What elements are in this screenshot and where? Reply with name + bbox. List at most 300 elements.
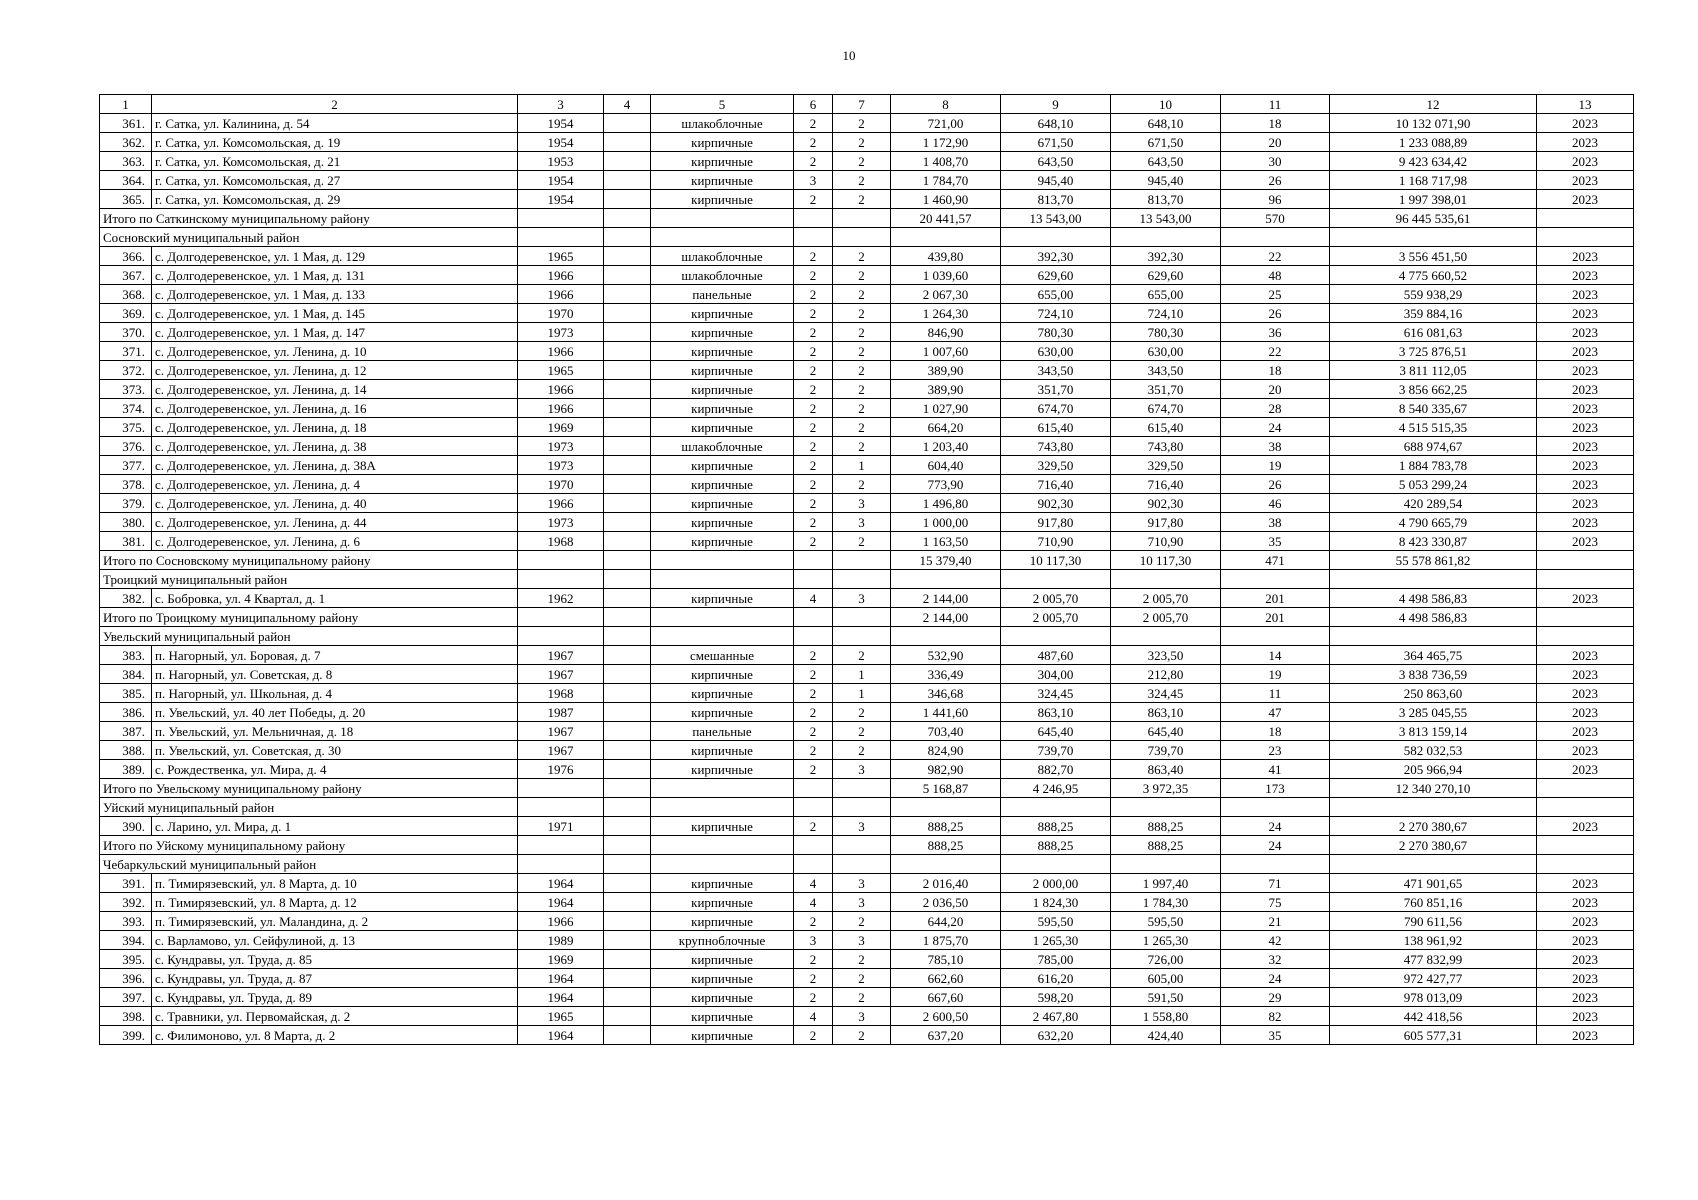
year-built: 1987 — [518, 703, 604, 722]
col4 — [604, 171, 651, 190]
residents: 26 — [1221, 475, 1330, 494]
empty-cell — [833, 855, 891, 874]
header-cell: 1 — [100, 95, 152, 114]
residents: 471 — [1221, 551, 1330, 570]
cost: 8 540 335,67 — [1330, 399, 1537, 418]
area-8: 813,70 — [1001, 190, 1111, 209]
entrances — [833, 551, 891, 570]
year-planned: 2023 — [1537, 399, 1634, 418]
entrances — [833, 209, 891, 228]
district-header-row — [100, 570, 1634, 589]
address: г. Сатка, ул. Калинина, д. 54 — [152, 114, 518, 133]
residents: 570 — [1221, 209, 1330, 228]
entrances — [833, 608, 891, 627]
floors: 2 — [794, 323, 833, 342]
col4 — [604, 893, 651, 912]
year-planned: 2023 — [1537, 266, 1634, 285]
row-number: 363. — [100, 152, 152, 171]
wall-material: шлакоблочные — [651, 247, 794, 266]
subtotal-label: Итого по Саткинскому муниципальному району — [100, 209, 518, 228]
cost: 3 556 451,50 — [1330, 247, 1537, 266]
table-row — [100, 266, 1634, 285]
year-built: 1954 — [518, 133, 604, 152]
empty-cell — [1221, 627, 1330, 646]
empty-cell — [1221, 228, 1330, 247]
address: г. Сатка, ул. Комсомольская, д. 29 — [152, 190, 518, 209]
cost: 582 032,53 — [1330, 741, 1537, 760]
address: п. Увельский, ул. Мельничная, д. 18 — [152, 722, 518, 741]
table-row — [100, 190, 1634, 209]
area-10: 3 972,35 — [1111, 779, 1221, 798]
residents: 26 — [1221, 304, 1330, 323]
year-built: 1967 — [518, 665, 604, 684]
wall-material — [651, 209, 794, 228]
residents: 19 — [1221, 456, 1330, 475]
area-10: 863,40 — [1111, 760, 1221, 779]
row-number: 386. — [100, 703, 152, 722]
table-row — [100, 1026, 1634, 1045]
floors: 3 — [794, 171, 833, 190]
table-row — [100, 817, 1634, 836]
table-row — [100, 456, 1634, 475]
wall-material — [651, 608, 794, 627]
residents: 28 — [1221, 399, 1330, 418]
year-planned: 2023 — [1537, 437, 1634, 456]
wall-material: кирпичные — [651, 475, 794, 494]
year-built: 1966 — [518, 399, 604, 418]
cost: 4 790 665,79 — [1330, 513, 1537, 532]
cost: 3 811 112,05 — [1330, 361, 1537, 380]
area-10: 888,25 — [1111, 836, 1221, 855]
wall-material: кирпичные — [651, 760, 794, 779]
wall-material: кирпичные — [651, 513, 794, 532]
year-planned — [1537, 209, 1634, 228]
row-number: 361. — [100, 114, 152, 133]
table-row — [100, 532, 1634, 551]
table-row — [100, 437, 1634, 456]
address: с. Долгодеревенское, ул. 1 Мая, д. 147 — [152, 323, 518, 342]
year-planned: 2023 — [1537, 969, 1634, 988]
row-number: 362. — [100, 133, 152, 152]
year-planned: 2023 — [1537, 589, 1634, 608]
wall-material: кирпичные — [651, 988, 794, 1007]
col4 — [604, 152, 651, 171]
cost: 359 884,16 — [1330, 304, 1537, 323]
year-built — [518, 779, 604, 798]
total-area: 389,90 — [891, 380, 1001, 399]
floors: 2 — [794, 475, 833, 494]
table-row — [100, 133, 1634, 152]
year-built: 1967 — [518, 646, 604, 665]
residents: 21 — [1221, 912, 1330, 931]
header-cell: 8 — [891, 95, 1001, 114]
area-8: 487,60 — [1001, 646, 1111, 665]
residents: 35 — [1221, 532, 1330, 551]
empty-cell — [1221, 855, 1330, 874]
floors: 2 — [794, 665, 833, 684]
entrances: 3 — [833, 817, 891, 836]
address: г. Сатка, ул. Комсомольская, д. 19 — [152, 133, 518, 152]
area-8: 595,50 — [1001, 912, 1111, 931]
total-area: 1 039,60 — [891, 266, 1001, 285]
year-built: 1969 — [518, 418, 604, 437]
row-number: 383. — [100, 646, 152, 665]
area-8: 2 005,70 — [1001, 589, 1111, 608]
residents: 23 — [1221, 741, 1330, 760]
address: с. Долгодеревенское, ул. 1 Мая, д. 131 — [152, 266, 518, 285]
col4 — [604, 1026, 651, 1045]
header-cell: 12 — [1330, 95, 1537, 114]
wall-material: кирпичные — [651, 152, 794, 171]
floors: 2 — [794, 399, 833, 418]
area-10: 1 784,30 — [1111, 893, 1221, 912]
empty-cell — [1001, 627, 1111, 646]
col4 — [604, 114, 651, 133]
empty-cell — [1537, 570, 1634, 589]
cost: 364 465,75 — [1330, 646, 1537, 665]
floors — [794, 836, 833, 855]
col4 — [604, 969, 651, 988]
year-planned: 2023 — [1537, 874, 1634, 893]
subtotal-row — [100, 836, 1634, 855]
wall-material: панельные — [651, 722, 794, 741]
total-area: 1 441,60 — [891, 703, 1001, 722]
address: п. Нагорный, ул. Советская, д. 8 — [152, 665, 518, 684]
total-area: 888,25 — [891, 817, 1001, 836]
entrances: 2 — [833, 532, 891, 551]
empty-cell — [518, 855, 604, 874]
cost: 688 974,67 — [1330, 437, 1537, 456]
empty-cell — [833, 570, 891, 589]
floors: 2 — [794, 722, 833, 741]
row-number: 364. — [100, 171, 152, 190]
table-row — [100, 684, 1634, 703]
area-10: 674,70 — [1111, 399, 1221, 418]
header-cell: 11 — [1221, 95, 1330, 114]
row-number: 390. — [100, 817, 152, 836]
district-header-row — [100, 627, 1634, 646]
cost: 55 578 861,82 — [1330, 551, 1537, 570]
cost: 9 423 634,42 — [1330, 152, 1537, 171]
cost: 4 515 515,35 — [1330, 418, 1537, 437]
district-name: Уйский муниципальный район — [100, 798, 518, 817]
year-built: 1962 — [518, 589, 604, 608]
row-number: 388. — [100, 741, 152, 760]
row-number: 399. — [100, 1026, 152, 1045]
year-planned: 2023 — [1537, 741, 1634, 760]
cost: 4 775 660,52 — [1330, 266, 1537, 285]
row-number: 381. — [100, 532, 152, 551]
area-8: 655,00 — [1001, 285, 1111, 304]
address: с. Долгодеревенское, ул. Ленина, д. 40 — [152, 494, 518, 513]
year-built — [518, 608, 604, 627]
year-built: 1954 — [518, 190, 604, 209]
cost: 96 445 535,61 — [1330, 209, 1537, 228]
empty-cell — [604, 627, 651, 646]
col4 — [604, 190, 651, 209]
address: с. Ларино, ул. Мира, д. 1 — [152, 817, 518, 836]
entrances: 3 — [833, 589, 891, 608]
empty-cell — [891, 228, 1001, 247]
total-area: 2 036,50 — [891, 893, 1001, 912]
area-10: 212,80 — [1111, 665, 1221, 684]
address: с. Долгодеревенское, ул. 1 Мая, д. 133 — [152, 285, 518, 304]
total-area: 1 007,60 — [891, 342, 1001, 361]
floors — [794, 551, 833, 570]
empty-cell — [518, 228, 604, 247]
wall-material: кирпичные — [651, 342, 794, 361]
year-planned: 2023 — [1537, 893, 1634, 912]
address: с. Рождественка, ул. Мира, д. 4 — [152, 760, 518, 779]
entrances: 3 — [833, 513, 891, 532]
empty-cell — [1001, 798, 1111, 817]
floors: 2 — [794, 969, 833, 988]
year-planned: 2023 — [1537, 665, 1634, 684]
cost: 790 611,56 — [1330, 912, 1537, 931]
header-cell: 13 — [1537, 95, 1634, 114]
row-number: 392. — [100, 893, 152, 912]
year-built: 1966 — [518, 285, 604, 304]
empty-cell — [1111, 570, 1221, 589]
year-planned — [1537, 551, 1634, 570]
row-number: 393. — [100, 912, 152, 931]
total-area: 336,49 — [891, 665, 1001, 684]
total-area: 1 875,70 — [891, 931, 1001, 950]
row-number: 385. — [100, 684, 152, 703]
year-built: 1964 — [518, 969, 604, 988]
year-planned: 2023 — [1537, 760, 1634, 779]
year-built: 1964 — [518, 988, 604, 1007]
area-8: 304,00 — [1001, 665, 1111, 684]
residents: 201 — [1221, 589, 1330, 608]
address: с. Долгодеревенское, ул. Ленина, д. 4 — [152, 475, 518, 494]
floors: 2 — [794, 494, 833, 513]
table-row — [100, 741, 1634, 760]
area-8: 724,10 — [1001, 304, 1111, 323]
wall-material: кирпичные — [651, 532, 794, 551]
residents: 29 — [1221, 988, 1330, 1007]
area-8: 917,80 — [1001, 513, 1111, 532]
cost: 3 285 045,55 — [1330, 703, 1537, 722]
wall-material: кирпичные — [651, 361, 794, 380]
year-planned: 2023 — [1537, 988, 1634, 1007]
total-area: 637,20 — [891, 1026, 1001, 1045]
wall-material: кирпичные — [651, 665, 794, 684]
year-planned: 2023 — [1537, 171, 1634, 190]
address: п. Увельский, ул. 40 лет Победы, д. 20 — [152, 703, 518, 722]
residents: 11 — [1221, 684, 1330, 703]
total-area: 2 067,30 — [891, 285, 1001, 304]
area-10: 888,25 — [1111, 817, 1221, 836]
year-built: 1973 — [518, 437, 604, 456]
cost: 760 851,16 — [1330, 893, 1537, 912]
entrances: 2 — [833, 285, 891, 304]
cost: 978 013,09 — [1330, 988, 1537, 1007]
area-8: 351,70 — [1001, 380, 1111, 399]
col4 — [604, 722, 651, 741]
col4 — [604, 209, 651, 228]
area-8: 392,30 — [1001, 247, 1111, 266]
wall-material: кирпичные — [651, 133, 794, 152]
table-row — [100, 703, 1634, 722]
empty-cell — [1330, 228, 1537, 247]
floors: 2 — [794, 988, 833, 1007]
entrances: 3 — [833, 760, 891, 779]
year-built: 1966 — [518, 494, 604, 513]
residents: 18 — [1221, 361, 1330, 380]
empty-cell — [604, 855, 651, 874]
area-10: 739,70 — [1111, 741, 1221, 760]
cost: 616 081,63 — [1330, 323, 1537, 342]
residents: 20 — [1221, 380, 1330, 399]
year-planned — [1537, 779, 1634, 798]
residents: 82 — [1221, 1007, 1330, 1026]
empty-cell — [891, 798, 1001, 817]
wall-material: кирпичные — [651, 912, 794, 931]
col4 — [604, 988, 651, 1007]
total-area: 1 163,50 — [891, 532, 1001, 551]
empty-cell — [891, 570, 1001, 589]
row-number: 370. — [100, 323, 152, 342]
col4 — [604, 741, 651, 760]
district-name: Чебаркульский муниципальный район — [100, 855, 518, 874]
housing-register-table — [99, 94, 1634, 1045]
total-area: 20 441,57 — [891, 209, 1001, 228]
total-area: 982,90 — [891, 760, 1001, 779]
cost: 205 966,94 — [1330, 760, 1537, 779]
floors — [794, 779, 833, 798]
address: с. Варламово, ул. Сейфулиной, д. 13 — [152, 931, 518, 950]
area-8: 1 265,30 — [1001, 931, 1111, 950]
total-area: 664,20 — [891, 418, 1001, 437]
residents: 48 — [1221, 266, 1330, 285]
wall-material: кирпичные — [651, 684, 794, 703]
wall-material: кирпичные — [651, 817, 794, 836]
total-area: 1 027,90 — [891, 399, 1001, 418]
district-name: Увельский муниципальный район — [100, 627, 518, 646]
subtotal-row — [100, 551, 1634, 570]
area-8: 671,50 — [1001, 133, 1111, 152]
total-area: 2 144,00 — [891, 608, 1001, 627]
row-number: 397. — [100, 988, 152, 1007]
row-number: 365. — [100, 190, 152, 209]
year-planned: 2023 — [1537, 190, 1634, 209]
area-8: 13 543,00 — [1001, 209, 1111, 228]
floors: 2 — [794, 190, 833, 209]
empty-cell — [1111, 798, 1221, 817]
entrances: 2 — [833, 646, 891, 665]
wall-material: кирпичные — [651, 874, 794, 893]
entrances: 2 — [833, 741, 891, 760]
residents: 26 — [1221, 171, 1330, 190]
year-built: 1970 — [518, 304, 604, 323]
wall-material — [651, 551, 794, 570]
total-area: 439,80 — [891, 247, 1001, 266]
entrances: 3 — [833, 494, 891, 513]
table-row — [100, 874, 1634, 893]
address: с. Долгодеревенское, ул. Ленина, д. 12 — [152, 361, 518, 380]
year-planned: 2023 — [1537, 513, 1634, 532]
empty-cell — [1111, 855, 1221, 874]
entrances: 2 — [833, 1026, 891, 1045]
floors: 2 — [794, 285, 833, 304]
row-number: 382. — [100, 589, 152, 608]
wall-material: панельные — [651, 285, 794, 304]
total-area: 1 408,70 — [891, 152, 1001, 171]
residents: 20 — [1221, 133, 1330, 152]
wall-material: кирпичные — [651, 380, 794, 399]
year-built: 1967 — [518, 741, 604, 760]
area-8: 343,50 — [1001, 361, 1111, 380]
wall-material: кирпичные — [651, 171, 794, 190]
area-8: 716,40 — [1001, 475, 1111, 494]
area-10: 726,00 — [1111, 950, 1221, 969]
cost: 471 901,65 — [1330, 874, 1537, 893]
entrances: 3 — [833, 1007, 891, 1026]
floors: 2 — [794, 1026, 833, 1045]
col4 — [604, 304, 651, 323]
empty-cell — [1001, 228, 1111, 247]
wall-material: кирпичные — [651, 703, 794, 722]
cost: 12 340 270,10 — [1330, 779, 1537, 798]
area-10: 863,10 — [1111, 703, 1221, 722]
col4 — [604, 779, 651, 798]
empty-cell — [1330, 855, 1537, 874]
residents: 24 — [1221, 969, 1330, 988]
residents: 75 — [1221, 893, 1330, 912]
col4 — [604, 684, 651, 703]
address: с. Бобровка, ул. 4 Квартал, д. 1 — [152, 589, 518, 608]
year-built: 1966 — [518, 266, 604, 285]
col4 — [604, 513, 651, 532]
year-planned: 2023 — [1537, 285, 1634, 304]
area-8: 629,60 — [1001, 266, 1111, 285]
floors — [794, 608, 833, 627]
floors: 2 — [794, 456, 833, 475]
cost: 2 270 380,67 — [1330, 836, 1537, 855]
address: с. Долгодеревенское, ул. Ленина, д. 6 — [152, 532, 518, 551]
residents: 18 — [1221, 722, 1330, 741]
table-row — [100, 893, 1634, 912]
year-built: 1968 — [518, 684, 604, 703]
residents: 36 — [1221, 323, 1330, 342]
entrances: 2 — [833, 969, 891, 988]
entrances: 3 — [833, 931, 891, 950]
floors: 2 — [794, 741, 833, 760]
year-built: 1971 — [518, 817, 604, 836]
entrances: 3 — [833, 893, 891, 912]
empty-cell — [891, 627, 1001, 646]
residents: 14 — [1221, 646, 1330, 665]
address: с. Кундравы, ул. Труда, д. 87 — [152, 969, 518, 988]
year-built: 1954 — [518, 114, 604, 133]
header-cell: 6 — [794, 95, 833, 114]
area-10: 615,40 — [1111, 418, 1221, 437]
cost: 3 813 159,14 — [1330, 722, 1537, 741]
empty-cell — [794, 855, 833, 874]
wall-material: кирпичные — [651, 304, 794, 323]
empty-cell — [1001, 855, 1111, 874]
year-planned: 2023 — [1537, 931, 1634, 950]
residents: 22 — [1221, 247, 1330, 266]
subtotal-row — [100, 779, 1634, 798]
table-row — [100, 380, 1634, 399]
area-8: 739,70 — [1001, 741, 1111, 760]
total-area: 662,60 — [891, 969, 1001, 988]
wall-material: кирпичные — [651, 418, 794, 437]
row-number: 372. — [100, 361, 152, 380]
header-cell: 2 — [152, 95, 518, 114]
